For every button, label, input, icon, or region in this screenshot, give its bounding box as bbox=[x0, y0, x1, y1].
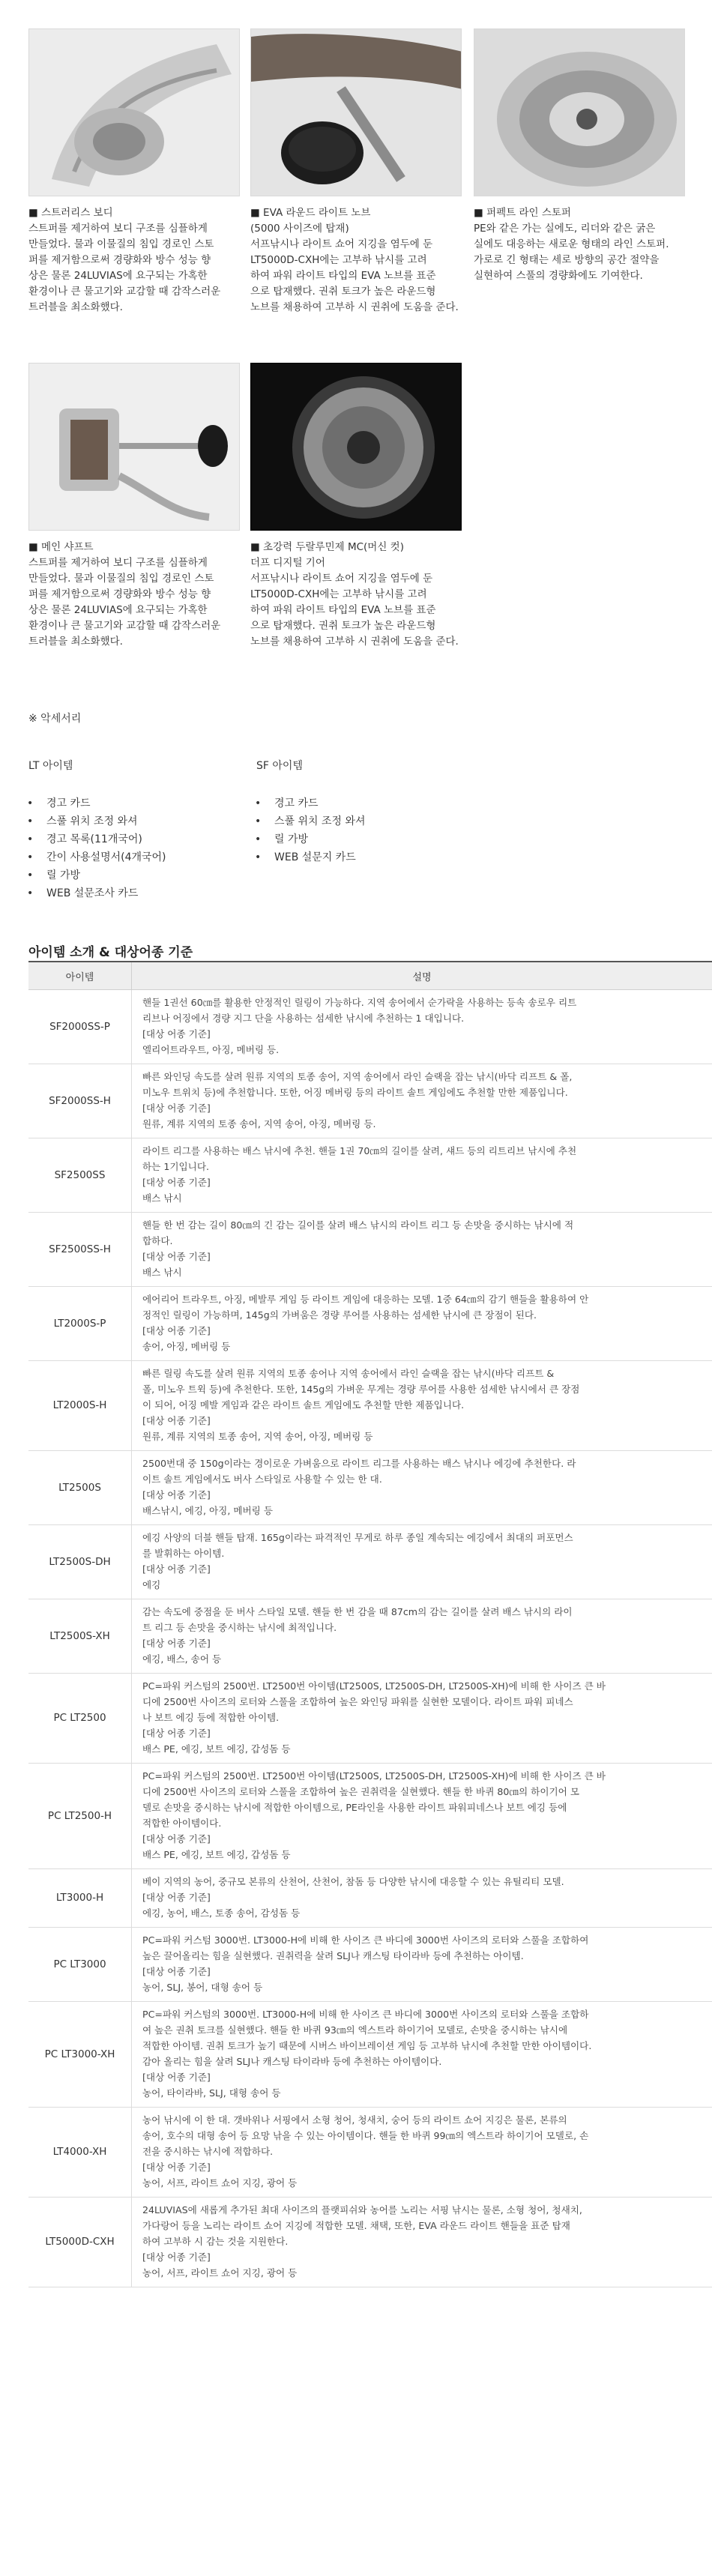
target-species-label: [대상 어종 기준] bbox=[142, 1415, 211, 1426]
description-line: 높은 끌어올리는 힘을 실현했다. 권취력을 살려 SLJ나 캐스팅 타이라바 등에 추천하는 아이템. bbox=[142, 1950, 524, 1961]
feature-duralumin-gear bbox=[250, 540, 460, 650]
item-name: LT5000D-CXH bbox=[28, 2198, 132, 2287]
table-row bbox=[28, 1213, 712, 1287]
description-line: 델로 손맛을 중시하는 낚시에 적합한 아이템으로, PE라인을 사용한 라이트 파워피네스나 보트 에깅 등에 bbox=[142, 1802, 567, 1813]
description-line: 미노우 트위치 등)에 추천합니다. 또한, 어징 메버링 등의 라이트 솔트 게임에도 추천할 만한 제품입니다. bbox=[142, 1087, 568, 1098]
item-description bbox=[132, 990, 712, 1064]
feature-text: 더프 디지털 기어 서프낚시나 라이트 쇼어 지깅을 염두에 둔 LT5000D-CXH에는 고부하 낚시를 고려 하여 파워 라이트 타입의 EVA 노브를 표준 으로 탑재했다. 권취 토크가 높은 라운드형 노브를 채용하여 고부하 시 권취에 도움을 준다. bbox=[250, 557, 459, 648]
feature-text: PE와 같은 가는 실에도, 리더와 같은 굵은 실에도 대응하는 새로운 형태의 라인 스토퍼. 가로로 긴 형태는 세로 방향의 공간 절약을 실현하여 스풀의 경량화에도 기여한다. bbox=[474, 223, 669, 282]
list-item: • 스풀 위치 조정 와셔 bbox=[256, 812, 366, 830]
target-species: 배스 PE, 에깅, 보트 에깅, 갑성돔 등 bbox=[142, 1743, 291, 1755]
description-line: 를 발휘하는 아이템. bbox=[142, 1548, 225, 1559]
target-species-label: [대상 어종 기준] bbox=[142, 1728, 211, 1739]
list-item: • 경고 카드 bbox=[256, 794, 366, 812]
item-description bbox=[132, 2108, 712, 2198]
target-species-label: [대상 어종 기준] bbox=[142, 1966, 211, 1977]
item-name: LT2000S-H bbox=[28, 1361, 132, 1451]
target-species-label: [대상 어종 기준] bbox=[142, 1638, 211, 1649]
table-row bbox=[28, 2108, 712, 2198]
feature-eva-knob bbox=[250, 205, 460, 316]
description-line: 폴, 미노우 트윅 등)에 추천한다. 또한, 145g의 가벼운 무게는 경량 루어를 사용한 섬세한 낚시에서 큰 장점 bbox=[142, 1384, 580, 1395]
list-item: • 릴 가방 bbox=[256, 830, 366, 848]
description-line: PC=파워 커스텀의 2500번. LT2500번 아이템(LT2500S, LT2500S-DH, LT2500S-XH)에 비해 한 사이즈 큰 바 bbox=[142, 1770, 606, 1782]
feature-stopperless-body bbox=[28, 205, 238, 316]
item-name: LT2500S-DH bbox=[28, 1525, 132, 1599]
table-row bbox=[28, 1525, 712, 1599]
target-species-label: [대상 어종 기준] bbox=[142, 1251, 211, 1262]
feature-title: ■ 메인 샤프트 bbox=[28, 540, 238, 555]
table-row bbox=[28, 1064, 712, 1138]
target-species: 에깅 bbox=[142, 1579, 161, 1590]
feature-title: ■ 퍼펙트 라인 스토퍼 bbox=[474, 205, 684, 221]
item-description bbox=[132, 1361, 712, 1451]
target-species: 원류, 계류 지역의 토종 송어, 지역 송어, 아징, 메버링 등 bbox=[142, 1431, 373, 1442]
table-row bbox=[28, 1599, 712, 1674]
description-line: 에어리어 트라우트, 아징, 메발루 게임 등 라이트 게임에 대응하는 모델. 1중 64㎝의 감기 핸들을 활용하여 안 bbox=[142, 1294, 589, 1305]
feature-text: 스트퍼를 제거하여 보디 구조를 심플하게 만들었다. 물과 이물질의 침입 경로인 스토 퍼를 제거함으로써 경량화와 방수 성능 향 상은 물론 24LUVIAS에 요구되는 가혹한 환경이나 큰 물고기와 교감할 때 감작스러운 트러블을 최소화했다. bbox=[28, 557, 221, 648]
item-description bbox=[132, 2198, 712, 2287]
item-name: PC LT3000 bbox=[28, 1928, 132, 2002]
item-description bbox=[132, 1213, 712, 1287]
item-description bbox=[132, 2002, 712, 2108]
description-line: 라이트 리그를 사용하는 배스 낚시에 추천. 핸들 1권 70㎝의 길이를 살려, 섀드 등의 리트리브 낚시에 추천 bbox=[142, 1145, 577, 1156]
description-line: 감아 올리는 힘을 살려 SLJ나 캐스팅 타이라바 등에 추천하는 아이템이다. bbox=[142, 2056, 442, 2067]
item-name: SF2000SS-H bbox=[28, 1064, 132, 1138]
item-name: SF2500SS bbox=[28, 1138, 132, 1213]
list-item: • 경고 카드 bbox=[28, 794, 166, 812]
item-name: PC LT2500 bbox=[28, 1674, 132, 1764]
target-species-label: [대상 어종 기준] bbox=[142, 2162, 211, 2173]
target-species-label: [대상 어종 기준] bbox=[142, 2251, 211, 2263]
photo-line-stopper bbox=[474, 28, 685, 196]
feature-title: ■ 초강력 두랄루민제 MC(머신 컷) bbox=[250, 540, 460, 555]
items-table bbox=[28, 961, 712, 2287]
sf-items-column bbox=[256, 757, 366, 866]
feature-line-stopper bbox=[474, 205, 684, 284]
description-line: 농어 낚시에 이 한 대. 갯바위나 서핑에서 소형 청어, 청새치, 숭어 등의 라이트 쇼어 지깅은 물론, 본류의 bbox=[142, 2114, 567, 2126]
description-line: 적합한 아이템. 권취 토크가 높기 때문에 시버스 바이브레이션 게임 등 고부하 낚시에 추천할 만한 아이템이다. bbox=[142, 2040, 592, 2051]
item-description bbox=[132, 1064, 712, 1138]
item-description bbox=[132, 1599, 712, 1674]
target-species-label: [대상 어종 기준] bbox=[142, 2072, 211, 2083]
description-line: 하는 1기입니다. bbox=[142, 1161, 210, 1172]
item-name: PC LT2500-H bbox=[28, 1764, 132, 1869]
table-row bbox=[28, 1138, 712, 1213]
description-line: 2500번대 중 150g이라는 경이로운 가벼움으로 라이트 리그를 사용하는 배스 낚시나 에깅에 추천한다. 라 bbox=[142, 1458, 576, 1469]
description-line: 이트 솔트 게임에서도 버사 스타일로 사용할 수 있는 한 대. bbox=[142, 1473, 382, 1485]
reel-body-illustration bbox=[29, 29, 240, 196]
photo-duralumin-gear bbox=[250, 363, 462, 531]
table-row bbox=[28, 2002, 712, 2108]
description-line: 송어, 호수의 대형 송어 등 요망 낚을 수 있는 아이템이다. 핸들 한 바퀴 99㎝의 엑스트라 하이기어 모델로, 손 bbox=[142, 2130, 589, 2141]
description-line: 에깅 사양의 더블 핸들 탑재. 165g이라는 파격적인 무게로 하루 종일 계속되는 에깅에서 최대의 퍼포먼스 bbox=[142, 1532, 573, 1543]
table-row bbox=[28, 990, 712, 1064]
target-species: 농어, 서프, 라이트 쇼어 지깅, 광어 등 bbox=[142, 2177, 298, 2189]
feature-title: ■ 스트러리스 보디 bbox=[28, 205, 238, 221]
target-species: 배스 낚시 bbox=[142, 1267, 182, 1278]
target-species: 농어, 서프, 라이트 쇼어 지깅, 광어 등 bbox=[142, 2267, 298, 2278]
list-item: • 경고 목록(11개국어) bbox=[28, 830, 166, 848]
description-line: 24LUVIAS에 새롭게 추가된 최대 사이즈의 플랫피쉬와 농어를 노리는 서핑 낚시는 물론, 소형 청어, 청새치, bbox=[142, 2204, 582, 2215]
target-species-label: [대상 어종 기준] bbox=[142, 1833, 211, 1844]
list-item: • 릴 가방 bbox=[28, 866, 166, 884]
description-line: 여 높은 권취 토크를 실현했다. 핸들 한 바퀴 93㎝의 엑스트라 하이기어 모델로, 손맛을 중시하는 낚시에 bbox=[142, 2024, 568, 2036]
item-description bbox=[132, 1928, 712, 2002]
section-title: 아이템 소개 & 대상어종 기준 bbox=[28, 945, 193, 960]
description-line: PC=파워 커스텀의 3000번. LT3000-H에 비해 한 사이즈 큰 바디에 3000번 사이즈의 로터와 스풀을 조합하 bbox=[142, 2009, 589, 2020]
table-row bbox=[28, 1764, 712, 1869]
description-line: 리브나 어징에서 경량 지그 단을 사용하는 섬세한 낚시에 추천하는 1 대입니다. bbox=[142, 1013, 465, 1024]
feature-text: 스트퍼를 제거하여 보디 구조를 심플하게 만들었다. 물과 이물질의 침입 경로인 스토 퍼를 제거함으로써 경량화와 방수 성능 향 상은 물론 24LUVIAS에 요구되는 가혹한 환경이나 큰 물고기와 교감할 때 감작스러운 트러블을 최소화했다. bbox=[28, 223, 221, 313]
feature-main-shaft bbox=[28, 540, 238, 650]
target-species: 농어, SLJ, 봉어, 대형 송어 등 bbox=[142, 1982, 263, 1993]
item-description bbox=[132, 1674, 712, 1764]
item-name: SF2000SS-P bbox=[28, 990, 132, 1064]
item-name: LT4000-XH bbox=[28, 2108, 132, 2198]
item-description bbox=[132, 1287, 712, 1361]
table-row bbox=[28, 2198, 712, 2287]
target-species: 배스 낚시 bbox=[142, 1192, 182, 1204]
description-line: 트 리그 등 손맛을 중시하는 낚시에 최적입니다. bbox=[142, 1622, 337, 1633]
feature-text: (5000 사이즈에 탑재) 서프낚시나 라이트 쇼어 지깅을 염두에 둔 LT5000D-CXH에는 고부하 낚시를 고려 하여 파워 라이트 타입의 EVA 노브를 표준 으로 탑재했다. 권취 토크가 높은 라운드형 노브를 채용하여 고부하 시 권취에 도움을 준다. bbox=[250, 223, 459, 313]
description-line: 이 되어, 어징 메발 게임과 같은 라이트 솔트 게임에도 추천할 만한 제품입니다. bbox=[142, 1399, 465, 1411]
item-description bbox=[132, 1138, 712, 1213]
lt-items-list bbox=[28, 794, 166, 902]
item-name: LT2500S-XH bbox=[28, 1599, 132, 1674]
target-species-label: [대상 어종 기준] bbox=[142, 1563, 211, 1575]
item-name: LT2000S-P bbox=[28, 1287, 132, 1361]
sf-items-list bbox=[256, 794, 366, 866]
description-line: 디에 2500번 사이즈의 로터와 스풀을 조합하여 높은 권취력을 실현했다. 핸들 한 바퀴 80㎝의 하이기어 모 bbox=[142, 1786, 580, 1797]
feature-title: ■ EVA 라운드 라이트 노브 bbox=[250, 205, 460, 221]
line-stopper-illustration bbox=[474, 29, 685, 196]
eva-knob-illustration bbox=[251, 29, 462, 196]
description-line: 나 보트 에깅 등에 적합한 아이템. bbox=[142, 1712, 280, 1723]
header-description: 설명 bbox=[132, 962, 712, 990]
table-row bbox=[28, 1287, 712, 1361]
photo-stopperless-body bbox=[28, 28, 240, 196]
target-species-label: [대상 어종 기준] bbox=[142, 1103, 211, 1114]
target-species: 배스 PE, 에깅, 보트 에깅, 갑성돔 등 bbox=[142, 1849, 291, 1860]
description-line: 빠른 릴링 속도를 살려 원류 지역의 토종 송어나 지역 송어에서 라인 슬랙을 잡는 낚시(바닥 리프트 & bbox=[142, 1368, 555, 1379]
target-species-label: [대상 어종 기준] bbox=[142, 1325, 211, 1336]
header-item: 아이템 bbox=[28, 962, 132, 990]
main-shaft-illustration bbox=[29, 364, 240, 531]
description-line: 정적인 릴링이 가능하며, 145g의 가벼움은 경량 루어를 사용하는 섬세한 낚시에 큰 장점이 된다. bbox=[142, 1309, 537, 1321]
target-species: 에깅, 배스, 송어 등 bbox=[142, 1653, 222, 1665]
target-species-label: [대상 어종 기준] bbox=[142, 1177, 211, 1188]
list-item: • 간이 사용설명서(4개국어) bbox=[28, 848, 166, 866]
description-line: 핸들 1권선 60㎝를 활용한 안정적인 릴링이 가능하다. 지역 송어에서 순가락을 사용하는 등속 송로우 리트 bbox=[142, 997, 577, 1008]
lt-items-heading: LT 아이템 bbox=[28, 760, 73, 772]
item-name: SF2500SS-H bbox=[28, 1213, 132, 1287]
photo-main-shaft bbox=[28, 363, 240, 531]
item-name: LT3000-H bbox=[28, 1869, 132, 1928]
list-item: • WEB 설문지 카드 bbox=[256, 848, 366, 866]
target-species: 엘리어트라우트, 아징, 메버링 등. bbox=[142, 1044, 280, 1055]
description-line: 디에 2500번 사이즈의 로터와 스풀을 조합하여 높은 와인딩 파워를 실현한 모델이다. 라이트 파워 피네스 bbox=[142, 1696, 573, 1707]
gear-illustration bbox=[251, 364, 462, 531]
description-line: PC=파워 커스텀 3000번. LT3000-H에 비해 한 사이즈 큰 바디에 3000번 사이즈의 로터와 스풀을 조합하여 bbox=[142, 1934, 589, 1946]
description-line: 베이 지역의 농어, 중규모 본류의 산천어, 산천어, 참돔 등 다양한 낚시에 대응할 수 있는 유틸리티 모델. bbox=[142, 1876, 564, 1887]
description-line: 가다랑어 등을 노리는 라이트 쇼어 지깅에 적합한 모델. 채택, 또한, EVA 라운드 라이트 핸들을 표준 탑재 bbox=[142, 2220, 570, 2231]
item-description bbox=[132, 1869, 712, 1928]
list-item: • 스풀 위치 조정 와셔 bbox=[28, 812, 166, 830]
description-line: 감는 속도에 중점을 둔 버사 스타일 모델. 핸들 한 번 감을 때 87cm의 감는 길이를 살려 배스 낚시의 라이 bbox=[142, 1606, 573, 1617]
target-species-label: [대상 어종 기준] bbox=[142, 1489, 211, 1500]
sf-items-heading: SF 아이템 bbox=[256, 760, 303, 772]
description-line: 하여 고부하 시 감는 것을 지원한다. bbox=[142, 2236, 289, 2247]
description-line: 핸들 한 번 감는 길이 80㎝의 긴 감는 길이를 살려 배스 낚시의 라이트 리그 등 손맛을 중시하는 낚시에 적 bbox=[142, 1219, 574, 1231]
table-row bbox=[28, 1928, 712, 2002]
item-name: LT2500S bbox=[28, 1451, 132, 1525]
item-name: PC LT3000-XH bbox=[28, 2002, 132, 2108]
target-species: 농어, 타이라바, SLJ, 대형 송어 등 bbox=[142, 2087, 281, 2099]
table-row bbox=[28, 1869, 712, 1928]
accessories-heading: ※ 악세서리 bbox=[28, 713, 82, 725]
table-row bbox=[28, 1361, 712, 1451]
table-header-row bbox=[28, 962, 712, 990]
target-species: 송어, 아징, 메버링 등 bbox=[142, 1341, 231, 1352]
target-species: 에깅, 농어, 배스, 토종 송어, 감성돔 등 bbox=[142, 1907, 301, 1919]
description-line: 합하다. bbox=[142, 1235, 173, 1246]
item-description bbox=[132, 1764, 712, 1869]
item-description bbox=[132, 1525, 712, 1599]
table-row bbox=[28, 1451, 712, 1525]
target-species: 배스낚시, 에깅, 아징, 메버링 등 bbox=[142, 1505, 274, 1516]
list-item: • WEB 설문조사 카드 bbox=[28, 884, 166, 902]
lt-items-column bbox=[28, 757, 166, 902]
target-species-label: [대상 어종 기준] bbox=[142, 1028, 211, 1040]
photo-eva-knob bbox=[250, 28, 462, 196]
description-line: 적합한 아이템이다. bbox=[142, 1818, 222, 1829]
description-line: PC=파워 커스텀의 2500번. LT2500번 아이템(LT2500S, LT2500S-DH, LT2500S-XH)에 비해 한 사이즈 큰 바 bbox=[142, 1680, 606, 1692]
table-row bbox=[28, 1674, 712, 1764]
description-line: 빠른 와인딩 속도를 살려 원류 지역의 토종 송어, 지역 송어에서 라인 슬랙을 잡는 낚시(바닥 리프트 & 폴, bbox=[142, 1071, 573, 1082]
target-species-label: [대상 어종 기준] bbox=[142, 1892, 211, 1903]
description-line: 전을 중시하는 낚시에 적합하다. bbox=[142, 2146, 274, 2157]
item-description bbox=[132, 1451, 712, 1525]
target-species: 원류, 계류 지역의 토종 송어, 지역 송어, 아징, 메버링 등. bbox=[142, 1118, 376, 1129]
